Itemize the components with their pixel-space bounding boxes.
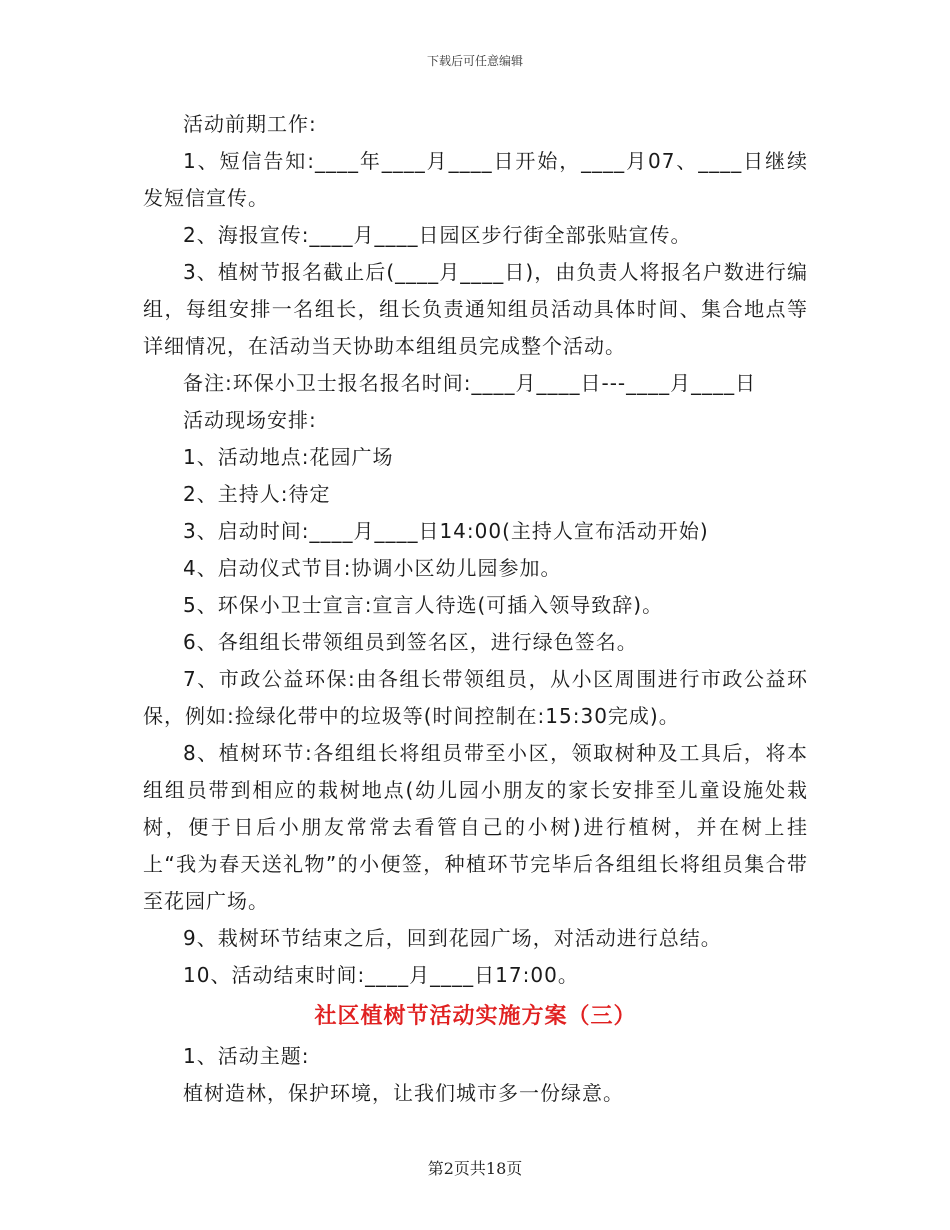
- paragraph: 1、活动地点:花园广场: [183, 445, 394, 469]
- paragraph: 4、启动仪式节目:协调小区幼儿园参加。: [183, 556, 562, 580]
- document-body: [143, 106, 808, 1112]
- paragraph: 植树造林，保护环境，让我们城市多一份绿意。: [183, 1081, 624, 1105]
- page-header: 下载后可任意编辑: [426, 54, 523, 68]
- paragraph: 3、启动时间:____月____日14:00(主持人宣布活动开始): [183, 519, 709, 543]
- paragraph: 1、短信告知:____年____月____日开始，____月07、____日继续发短信宣传。: [143, 149, 808, 210]
- paragraph: 3、植树节报名截止后(____月____日)，由负责人将报名户数进行编组，每组安排一名组长，组长负责通知组员活动具体时间、集合地点等详细情况，在活动当天协助本组组员完成整个活动。: [143, 260, 808, 358]
- paragraph: 活动现场安排:: [183, 408, 317, 432]
- paragraph: 9、栽树环节结束之后，回到花园广场，对活动进行总结。: [183, 926, 722, 950]
- paragraph: 10、活动结束时间:____月____日17:00。: [183, 963, 579, 987]
- paragraph: 2、主持人:待定: [183, 482, 331, 506]
- paragraph: 8、植树环节:各组组长将组员带至小区，领取树种及工具后，将本组组员带到相应的栽树地点(幼儿园小朋友的家长安排至儿童设施处栽树，便于日后小朋友常常去看管自己的小树)进行植树，并在树上挂上“我为春天送礼物”的小便签，种植环节完毕后各组组长将组员集合带至花园广场。: [143, 741, 808, 913]
- paragraph: 6、各组组长带领组员到签名区，进行绿色签名。: [183, 630, 638, 654]
- paragraph: 活动前期工作:: [183, 112, 317, 136]
- section-title: 社区植树节活动实施方案（三）: [314, 1003, 637, 1029]
- paragraph: 备注:环保小卫士报名报名时间:____月____日---____月____日: [183, 371, 757, 395]
- paragraph: 7、市政公益环保:由各组长带领组员，从小区周围进行市政公益环保，例如:捡绿化带中的垃圾等(时间控制在:15:30完成)。: [143, 667, 808, 728]
- paragraph: 5、环保小卫士宣言:宣言人待选(可插入领导致辞)。: [183, 593, 664, 617]
- page-footer: 第2页共18页: [427, 1159, 523, 1178]
- paragraph: 2、海报宣传:____月____日园区步行街全部张贴宣传。: [183, 223, 692, 247]
- paragraph: 1、活动主题:: [183, 1044, 310, 1068]
